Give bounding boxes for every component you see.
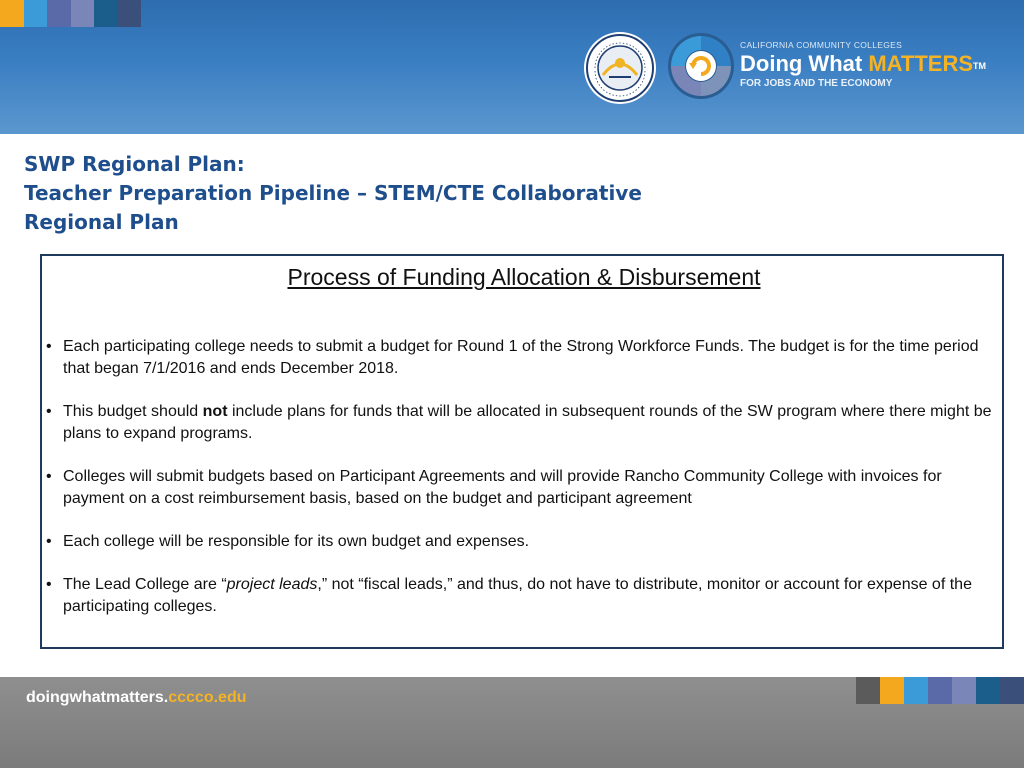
slide-title — [24, 150, 784, 237]
color-swatch — [0, 0, 24, 27]
color-swatch — [47, 0, 71, 27]
bullet-text: Each participating college needs to submit a budget for Round 1 of the Strong Workforce Funds. The budget is for the time period that began 7/1/2016 and ends December 2018. — [63, 338, 979, 377]
bullet-item — [46, 336, 996, 380]
color-swatch — [904, 677, 928, 704]
doing-what-matters-logo-icon — [665, 30, 737, 102]
title-line-1: SWP Regional Plan: — [24, 152, 245, 176]
bullet-text-italic: project leads — [226, 576, 318, 593]
bullet-text-after: include plans for funds that will be allocated in subsequent rounds of the SW program where there might be plans to expand programs. — [63, 403, 992, 442]
box-heading: Process of Funding Allocation & Disbursement — [287, 264, 761, 290]
bullet-text-before: The Lead College are “ — [63, 576, 227, 593]
color-swatch — [976, 677, 1000, 704]
bullet-item — [46, 401, 996, 445]
color-swatch — [952, 677, 976, 704]
bullet-text-bold: not — [202, 403, 228, 420]
bullet-item — [46, 531, 996, 553]
color-swatch — [94, 0, 118, 27]
footer-url-main: doingwhatmatters. — [26, 689, 169, 706]
header-banner — [0, 0, 1024, 134]
bullet-text-before: This budget should — [63, 403, 203, 420]
color-swatch-strip-bottom — [856, 677, 1024, 704]
color-swatch — [1000, 677, 1024, 704]
content-box — [40, 254, 1004, 649]
footer-url-accent: cccco.edu — [168, 689, 247, 706]
bullet-text-after: ,” not “fiscal leads,” and thus, do not have to distribute, monitor or account for expense of the participating colleges. — [63, 576, 972, 615]
bullet-glyph: • — [46, 533, 52, 550]
color-swatch — [24, 0, 48, 27]
color-swatch-strip — [0, 0, 141, 27]
color-swatch — [118, 0, 142, 27]
bullet-text: Colleges will submit budgets based on Participant Agreements and will provide Rancho Community College with invoices for payment on a cost reimbursement basis, based on the budget and participant agreement — [63, 468, 942, 507]
bullet-item — [46, 466, 996, 510]
footer-band — [0, 677, 1024, 768]
bullet-glyph: • — [46, 576, 52, 593]
brand-name-accent: MATTERS — [868, 51, 974, 76]
bullet-glyph: • — [46, 338, 52, 355]
brand-name — [740, 51, 986, 77]
brand-tagline: FOR JOBS AND THE ECONOMY — [740, 78, 893, 89]
bullet-text: Each college will be responsible for its own budget and expenses. — [63, 533, 530, 550]
brand-name-prefix: Doing What — [740, 51, 869, 76]
title-line-3: Regional Plan — [24, 210, 179, 234]
bullet-item — [46, 574, 996, 618]
brand-small-caption: CALIFORNIA COMMUNITY COLLEGES — [740, 40, 903, 50]
footer-website-link[interactable] — [26, 689, 247, 707]
bullet-glyph: • — [46, 468, 52, 485]
bullet-glyph: • — [46, 403, 52, 420]
color-swatch — [928, 677, 952, 704]
trademark-symbol: TM — [973, 61, 987, 71]
color-swatch — [856, 677, 880, 704]
title-line-2: Teacher Preparation Pipeline – STEM/CTE Collaborative — [24, 181, 642, 205]
brand-wordmark — [740, 40, 986, 89]
california-community-colleges-seal-icon — [583, 31, 657, 105]
color-swatch — [71, 0, 95, 27]
color-swatch — [880, 677, 904, 704]
